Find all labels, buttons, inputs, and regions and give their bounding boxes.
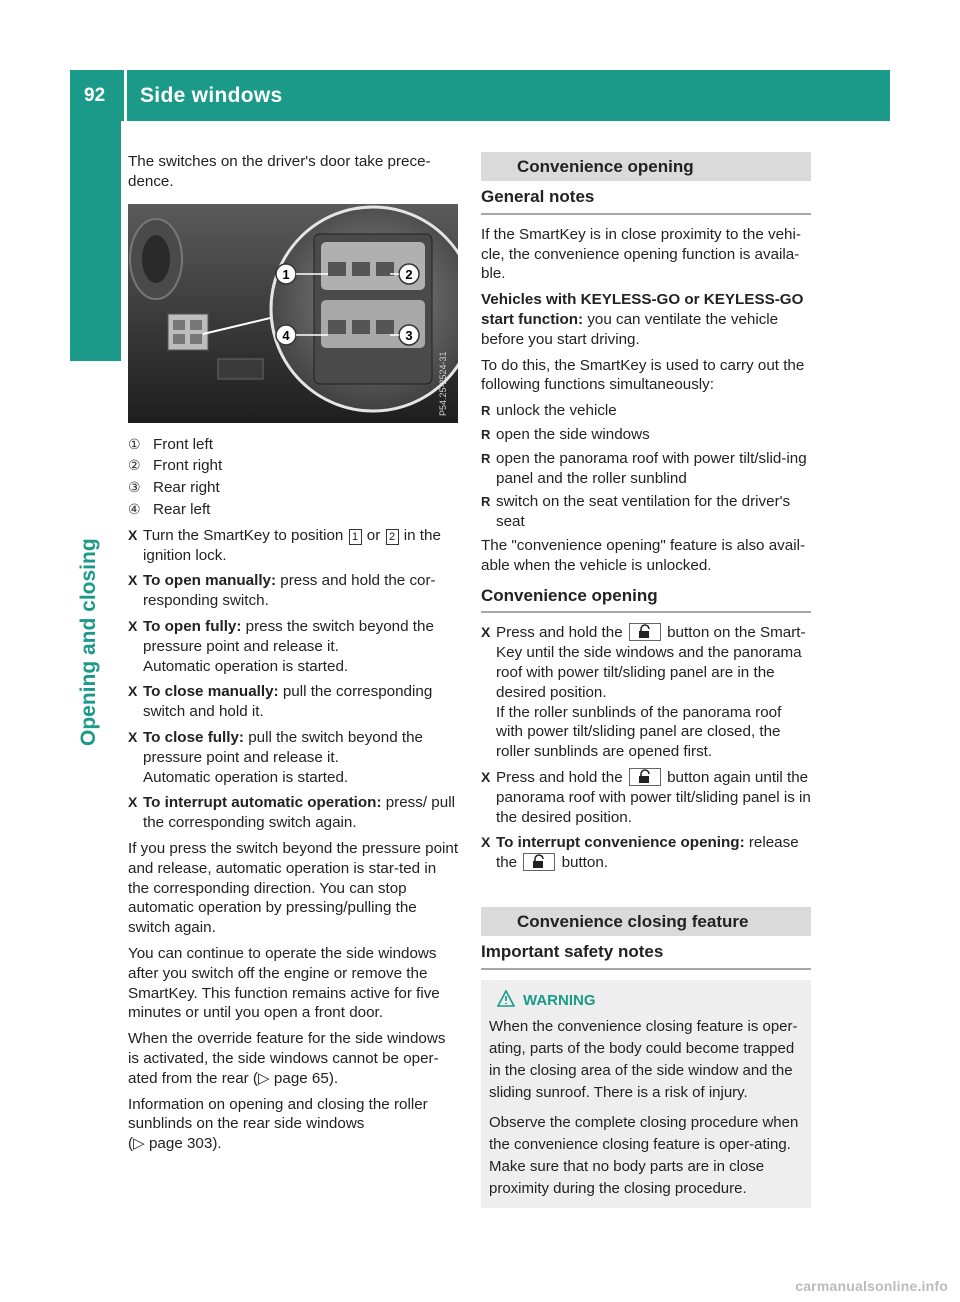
key-position-1: 1 (349, 529, 362, 545)
para-override: When the override feature for the side windows is activated, the side windows cannot be oper-ated from the rear (▷ page 65). (128, 1030, 446, 1087)
window-switch-figure (128, 204, 458, 423)
bullet-icon: R (481, 426, 491, 442)
bullet-icon: R (481, 450, 491, 466)
svg-text:1: 1 (282, 266, 290, 282)
caption-2: ② Front right (128, 457, 223, 475)
page-ref-icon: ▷ (133, 1135, 145, 1153)
section-convenience-opening: Convenience opening (481, 152, 811, 181)
subheading-safety-notes: Important safety notes (481, 942, 811, 970)
header-divider (124, 70, 127, 121)
unlock-button-icon (523, 853, 555, 871)
arrow-icon: X (128, 526, 138, 543)
step-close-fully: X To close fully: pull the switch beyond the pressure point and release it. Automatic operation is started. (128, 728, 423, 786)
left-column (128, 152, 460, 1160)
step-press-hold-again: X Press and hold the button again until the panorama roof with power tilt/sliding panel is in the desired position. (481, 768, 811, 826)
para-smartkey-proximity: If the SmartKey is in close proximity to the vehi-cle, the convenience opening function is availa-ble. (481, 225, 801, 283)
caption-3: ③ Rear right (128, 479, 220, 497)
page-title: Side windows (140, 84, 283, 107)
caption-4: ④ Rear left (128, 500, 211, 518)
bullet-icon: R (481, 403, 491, 419)
svg-text:2: 2 (405, 266, 413, 282)
arrow-icon: X (128, 794, 138, 811)
page-number: 92 (84, 85, 106, 106)
para-functions-intro: To do this, the SmartKey is used to carry out the following functions simultaneously: (481, 356, 805, 394)
warning-triangle-icon (497, 990, 515, 1007)
step-open-fully: X To open fully: press the switch beyond the pressure point and release it. Automatic operation is started. (128, 617, 434, 675)
arrow-icon: X (481, 768, 491, 785)
arrow-icon: X (128, 572, 138, 589)
door-switch-illustration (128, 204, 458, 423)
svg-text:4: 4 (282, 327, 290, 343)
para-pressure-point: If you press the switch beyond the pressure point and release, automatic operation is star-ted in the corresponding direction. You can stop automatic operation by pressing/pulling the switch again. (128, 839, 459, 937)
page-ref-303[interactable]: page 303). (148, 1135, 222, 1153)
chapter-sidebar (70, 121, 121, 1212)
step-close-manually: X To close manually: pull the corresponding switch and hold it. (128, 683, 433, 721)
warning-title: WARNING (489, 990, 803, 1012)
arrow-icon: X (128, 617, 138, 634)
page-ref-65[interactable]: page 65). (273, 1069, 339, 1087)
unlock-button-icon (629, 768, 661, 786)
para-continue: You can continue to operate the side windows after you switch off the engine or remove the SmartKey. This function remains active for five minutes or until you open a front door. (128, 944, 440, 1022)
para-roller-info: Information on opening and closing the roller sunblinds on the rear side windows (▷ page 303). (128, 1095, 428, 1153)
arrow-icon: X (481, 624, 491, 641)
step-open-manually: X To open manually: press and hold the cor-responding switch. (128, 572, 436, 610)
arrow-icon: X (128, 683, 138, 700)
intro-text: The switches on the driver's door take prece-dence. (128, 153, 431, 190)
bullet-item: R switch on the seat ventilation for the driver's seat (481, 493, 791, 531)
bullet-item: R open the panorama roof with power tilt/slid-ing panel and the roller sunblind (481, 449, 807, 487)
bullet-item: R open the side windows (481, 425, 650, 443)
step-press-hold: X Press and hold the button on the Smart-Key until the side windows and the panorama roof with power tilt/sliding panel are in the desired position. If the roller sunblinds of the panorama roof with power tilt/sliding panel are closed, the roller sunblinds are opened first. (481, 624, 806, 761)
warning-text-2: Observe the complete closing procedure when the convenience closing feature is oper-ating. Make sure that no body parts are in close proximity during the closing procedure. (489, 1113, 799, 1197)
step-interrupt-opening: X To interrupt convenience opening: release the button. (481, 834, 799, 872)
right-column (481, 152, 811, 1208)
warning-box (481, 980, 811, 1208)
arrow-icon: X (481, 834, 491, 851)
footer-watermark: carmanualsonline.info (795, 1278, 948, 1294)
figure-code: P54.25-2524-31 (438, 351, 448, 416)
subheading-general-notes: General notes (481, 187, 811, 215)
para-keyless-go: Vehicles with KEYLESS-GO or KEYLESS-GO start function: you can ventilate the vehicle before you start driving. (481, 291, 804, 348)
warning-text-1: When the convenience closing feature is oper-ating, parts of the body could become trapped in the closing area of the side window and the sliding sunroof. There is a risk of injury. (489, 1017, 798, 1101)
page-header (70, 70, 890, 121)
bullet-item: R unlock the vehicle (481, 402, 617, 420)
svg-text:3: 3 (405, 327, 413, 343)
unlock-button-icon (629, 623, 661, 641)
chapter-label: Opening and closing (77, 538, 100, 746)
step-interrupt: X To interrupt automatic operation: press/ pull the corresponding switch again. (128, 794, 455, 832)
subheading-convenience-opening: Convenience opening (481, 586, 811, 614)
caption-1: ① Front left (128, 435, 213, 453)
step-turn-key: X Turn the SmartKey to position 1 or 2 in the ignition lock. (128, 526, 441, 564)
bullet-icon: R (481, 494, 491, 510)
section-convenience-closing: Convenience closing feature (481, 907, 811, 936)
arrow-icon: X (128, 728, 138, 745)
para-unlocked: The "convenience opening" feature is also avail-able when the vehicle is unlocked. (481, 536, 806, 574)
page-ref-icon: ▷ (258, 1069, 270, 1087)
chapter-tab (70, 121, 121, 361)
key-position-2: 2 (386, 529, 399, 545)
